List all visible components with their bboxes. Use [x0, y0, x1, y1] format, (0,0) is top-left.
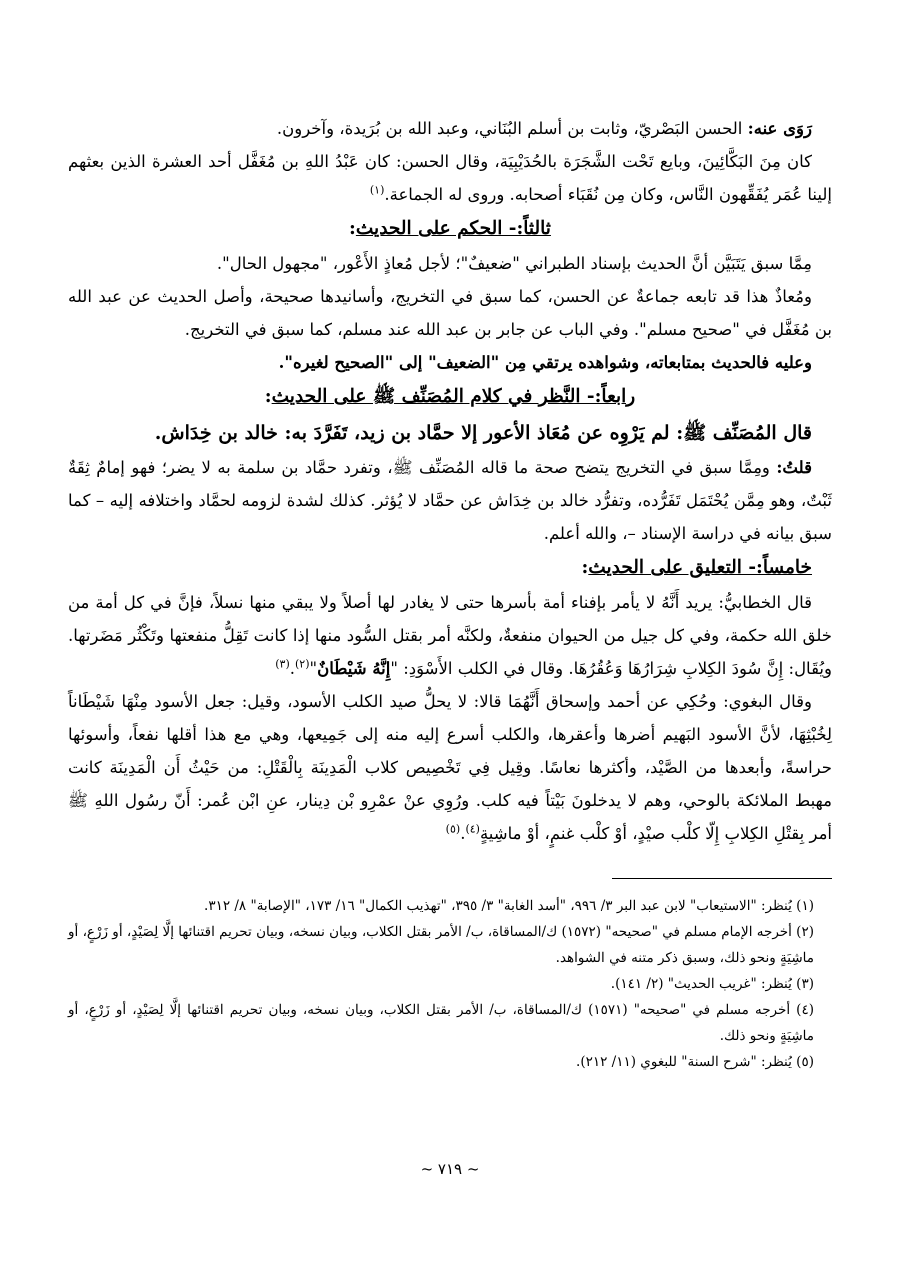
footnote-ref-4[interactable]: (٤)	[465, 822, 480, 836]
footnote-1: (١) يُنظر: "الاستيعاب" لابن عبد البر ٣/ ٩٩٦، "أسد الغابة" ٣/ ٣٩٥، "تهذيب الكمال" ١٦/ ١٧٣، "الإصابة" ٨/ ٣١٢.	[204, 898, 814, 914]
section-3-colon: :	[349, 218, 356, 239]
section-5-p1-end: "	[309, 659, 318, 678]
section-4-colon: :	[264, 386, 272, 407]
section-3-conclusion: وعليه فالحديث بمتابعاته، وشواهده يرتقي مِن "الضعيف" إلى "الصحيح لغيره".	[278, 353, 812, 372]
section-5-p1-text: قال الخطابيُّ: يريد أَنَّهُ لا يأمر بإفناء أمة بأسرها حتى لا يغادر لها أصلاً ولا يبقي منها نسلاً، فإنَّ في كل أمة من خلق الله حكمة، وفي كل جيل من الحيوان منفعةٌ، ولكنَّه أمر بقتل السُّود منها إذا كانت تَقِلُّ منفعتها وتَكْثُر مَضَرتها. ويُقَال: إِنَّ سُودَ الكِلابِ شِرَارُهَا وَعُقُرُهَا. وقال في الكلب الأَسْوَدِ: "	[68, 593, 832, 678]
section-5-p2-text: وقال البغوي: وحُكِي عن أحمد وإسحاق أَنَّهُمَا قالا: لا يحلُّ صيد الكلب الأسود، وقيل: جعل الأسود مِنْهَا شَيْطَاناً لِخُبْثِهَا، لأنَّ الأسود البَهيم أضرها وأعقرها، والكلب أسرع إليه منه إلى جَمِيعها، وهي مع هذا أقلها نفعاً، وأسوئها حراسةً، وأبعدها من الصَّيْد، وأكثرها نعاسًا. وقِيل فِي تَخْصِيص كلاب الْمَدِينَة بِالْقَتْلِ: من حَيْثُ أَن الْمَدِينَة كانت مهبط الملائكة بالوحي، وهم لا يدخلونَ بَيْتاً فيه كلب. ورُوِي عنْ عمْرِو بْن دِينار، عنِ ابْن عُمر: أَنّ رسُول اللهِ ﷺ أمر بِقتْلِ الكِلابِ إِلّا كلْب صيْدٍ، أوْ كلْب غنمٍ، أوْ ماشِيةٍ	[68, 692, 832, 843]
section-3-paragraph-1: مِمَّا سبق يَتَبَيَّن أنَّ الحديث بإسناد الطبراني "ضعيفٌ"؛ لأجل مُعاذٍ الأَعْور، "مجهول الحال".	[216, 254, 812, 273]
section-5-heading	[68, 550, 832, 586]
footnote-ref-3[interactable]: (٣)	[275, 657, 290, 671]
bio-text: كان مِنَ البَكَّائِينَ، وبايع تَحْت الشَّجَرَة بالحُدَيْبِيَة، وقال الحسن: كان عَبْدُ اللهِ بن مُغَفَّل أحد العشرة الذين بعثهم إلينا عُمَر يُفَقِّهون النَّاس، وكان مِن نُقَبَاء أصحابه. وروى له الجماعة.	[68, 152, 832, 204]
narrators-text: الحسن البَصْريّ، وثابت بن أسلم البُنَاني، وعبد الله بن بُرَيدة، وآخرون.	[276, 119, 748, 138]
section-3-title: ثالثاً:- الحكم على الحديث	[355, 218, 551, 239]
section-5-p2-dot: .	[460, 824, 466, 843]
narrators-paragraph	[68, 112, 832, 145]
footnote-5: (٥) يُنظر: "شرح السنة" للبغوي (١١/ ٢١٢).	[576, 1054, 814, 1070]
footnote-4: (٤) أخرجه مسلم في "صحيحه" (١٥٧١) ك/المساقاة، ب/ الأمر بقتل الكلاب، وبيان نسخه، وبيان تحريم اقتنائها إلَّا لِصَيْدٍ، أو زَرْعٍ، أو ماشِيَةٍ ونحو ذلك.	[68, 1002, 814, 1044]
footnote-3: (٣) يُنظر: "غريب الحديث" (٢/ ١٤١).	[610, 976, 814, 992]
footnote-ref-1[interactable]: (١)	[369, 183, 385, 197]
footnotes	[68, 893, 832, 1075]
page-number: ~ ٧١٩ ~	[420, 1160, 480, 1178]
section-3-heading	[68, 211, 832, 247]
section-4-heading	[68, 379, 832, 415]
author-quote-label: قال المُصَنِّف ﷺ:	[676, 422, 812, 444]
section-5-title: خامساً:- التعليق على الحديث	[588, 557, 812, 578]
section-5-p1-quote: إِنَّهُ شَيْطَانٌ	[317, 659, 391, 678]
narrators-label: رَوَى عنه:	[747, 119, 812, 138]
footnote-ref-2[interactable]: (٢)	[295, 657, 310, 671]
section-4-title: رابعاً:- النَّظر في كلام المُصَنِّف ﷺ على الحديث	[271, 386, 636, 407]
footnote-2: (٢) أخرجه الإمام مسلم في "صحيحه" (١٥٧٢) ك/المساقاة، ب/ الأمر بقتل الكلاب، وبيان نسخه، وبيان تحريم اقتنائها إلَّا لِصَيْدٍ، أو زَرْعٍ، أو ماشِيَةٍ ونحو ذلك، وسبق ذكر متنه في الشواهد.	[68, 924, 814, 966]
section-3-paragraph-2: ومُعاذٌ هذا قد تابعه جماعةٌ عن الحسن، كما سبق في التخريج، وأسانيدها صحيحة، وأصل الحديث عن عبد الله بن مُغَفَّل في "صحيح مسلم". وفي الباب عن جابر بن عبد الله عند مسلم، كما سبق في التخريج.	[68, 287, 832, 339]
section-5-colon: :	[581, 557, 589, 578]
author-quote-text: لم يَرْوِه عن مُعَاذ الأعور إلا حمَّاد بن زيد، تَفَرَّدَ به: خالد بن خِدَاش.	[154, 422, 677, 444]
section-5-paragraph-2	[68, 685, 832, 850]
section-5-paragraph-1	[68, 586, 832, 685]
section-4-paragraph-1	[68, 451, 832, 550]
footnote-separator	[612, 878, 832, 879]
footnote-ref-5[interactable]: (٥)	[445, 822, 461, 836]
section-5-p1-dot: .	[289, 659, 295, 678]
bio-paragraph	[68, 145, 832, 211]
author-quote	[68, 415, 832, 451]
section-4-text: ومِمَّا سبق في التخريج يتضح صحة ما قاله المُصَنِّف ﷺ، وتفرد حمَّاد بن سلمة به لا يضر؛ فهو إمامٌ ثِقَةٌ ثَبْتٌ، وهو مِمَّن يُحْتَمَل تَفَرُّده، وتفرُّد خالد بن خِدَاش عن حمَّاد لا يُؤثر. كذلك لشدة لزومه لحمَّاد واختلافه إليه – كما سبق بيانه في دراسة الإسناد –، والله أعلم.	[68, 458, 832, 543]
section-4-label: قلتُ:	[776, 458, 812, 477]
